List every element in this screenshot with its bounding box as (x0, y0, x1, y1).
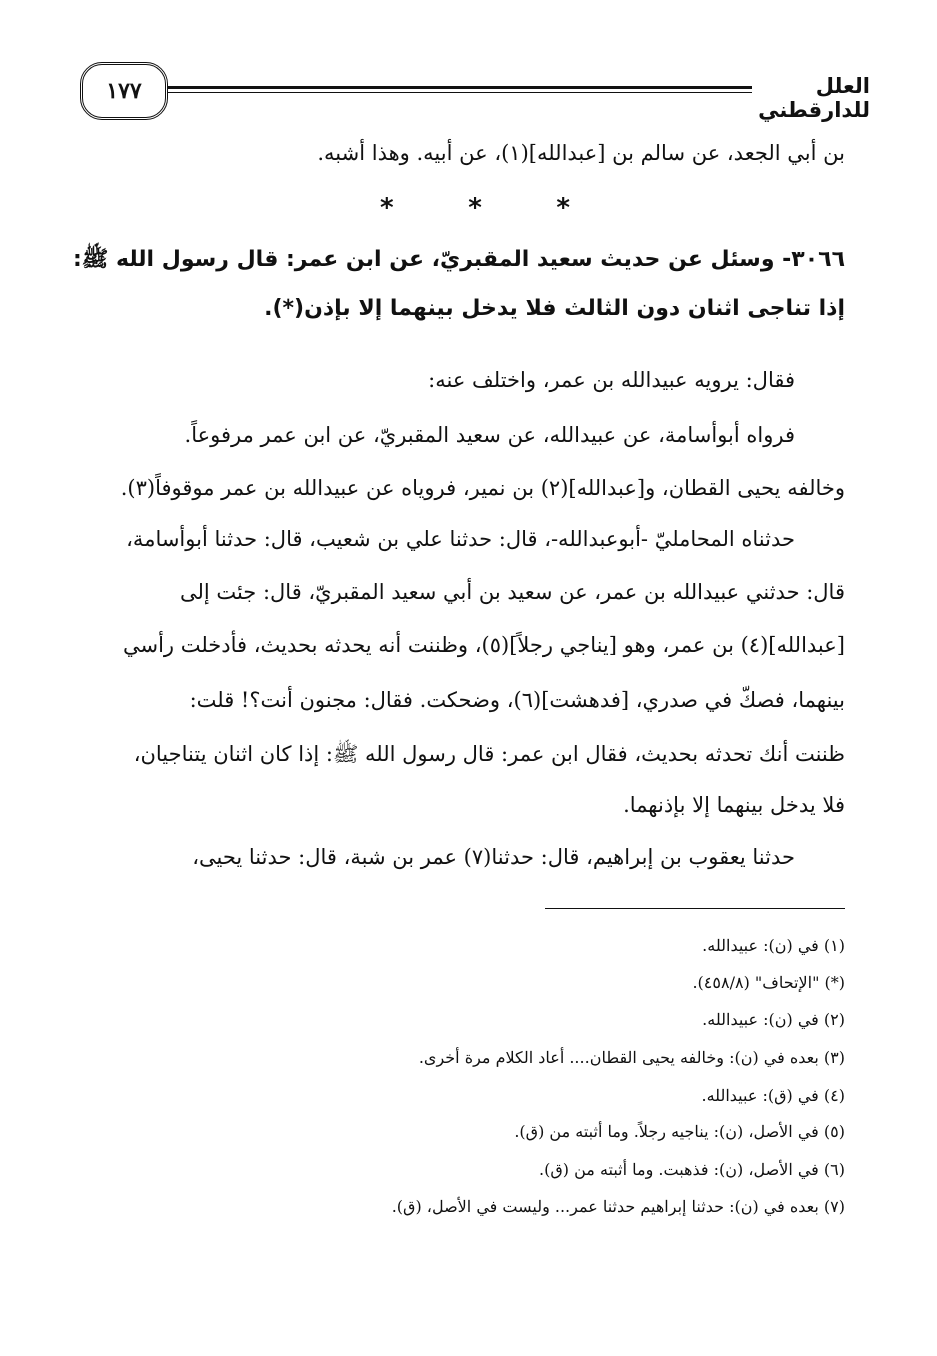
footnote-rule (545, 908, 845, 909)
footnote: (٦) في الأصل، (ن): فذهبت. وما أثبته من (ق). (539, 1160, 845, 1179)
text-line: فقال: يرويه عبيدالله بن عمر، واختلف عنه: (428, 368, 795, 392)
footnote: (٤) في (ق): عبيدالله. (701, 1086, 845, 1105)
text-line: [عبدالله](٤) بن عمر، وهو [يناجي رجلاً](٥)، وظننت أنه يحدثه بحديث، فأدخلت رأسي (122, 633, 845, 657)
text-line: بينهما، فصكّ في صدري، [فدهشت](٦)، وضحكت. فقال: مجنون أنت؟! قلت: (189, 688, 845, 712)
text-line: فلا يدخل بينهما إلا بإذنهما. (623, 793, 845, 817)
footnote: (*) "الإتحاف" (٤٥٨/٨). (692, 973, 845, 992)
page-number: ١٧٧ (80, 62, 168, 120)
footnote: (٣) بعده في (ن): وخالفه يحيى القطان.... أعاد الكلام مرة أخرى. (418, 1048, 845, 1067)
footnote: (٢) في (ن): عبيدالله. (702, 1010, 845, 1029)
text-line: حدثناه المحامليّ -أبوعبدالله-، قال: حدثنا علي بن شعيب، قال: حدثنا أبوأسامة، (126, 527, 795, 551)
hadith-heading: إذا تناجى اثنان دون الثالث فلا يدخل بينهما إلا بإذن(*). (264, 296, 845, 321)
page-header (70, 62, 870, 120)
footnote: (١) في (ن): عبيدالله. (702, 936, 845, 955)
text-line: وخالفه يحيى القطان، و[عبدالله](٢) بن نمير، فروياه عن عبيدالله بن عمر موقوفاً(٣). (120, 476, 845, 500)
separator-star: * (468, 193, 482, 223)
text-line: قال: حدثني عبيدالله بن عمر، عن سعيد بن أبي سعيد المقبريّ، قال: جئت إلى (179, 580, 845, 604)
book-title: العلل للدارقطني (758, 74, 870, 122)
separator-star: * (556, 193, 570, 223)
footnote: (٥) في الأصل، (ن): يناجيه رجلاً. وما أثبته من (ق). (514, 1122, 845, 1141)
separator-star: * (380, 193, 394, 223)
text-line: بن أبي الجعد، عن سالم بن [عبدالله](١)، عن أبيه. وهذا أشبه. (317, 141, 845, 165)
section-separator (380, 193, 570, 223)
footnote: (٧) بعده في (ن): حدثنا إبراهيم حدثنا عمر... وليست في الأصل، (ق). (391, 1197, 845, 1216)
hadith-heading: ٣٠٦٦- وسئل عن حديث سعيد المقبريّ، عن ابن عمر: قال رسول الله ﷺ: (72, 247, 845, 272)
text-line: ظننت أنك تحدثه بحديث، فقال ابن عمر: قال رسول الله ﷺ: إذا كان اثنان يتناجيان، (133, 742, 845, 766)
text-line: فرواه أبوأسامة، عن عبيدالله، عن سعيد المقبريّ، عن ابن عمر مرفوعاً. (184, 423, 795, 447)
text-line: حدثنا يعقوب بن إبراهيم، قال: حدثنا(٧) عمر بن شبة، قال: حدثنا يحيى، (192, 845, 795, 869)
header-rule (162, 86, 752, 93)
